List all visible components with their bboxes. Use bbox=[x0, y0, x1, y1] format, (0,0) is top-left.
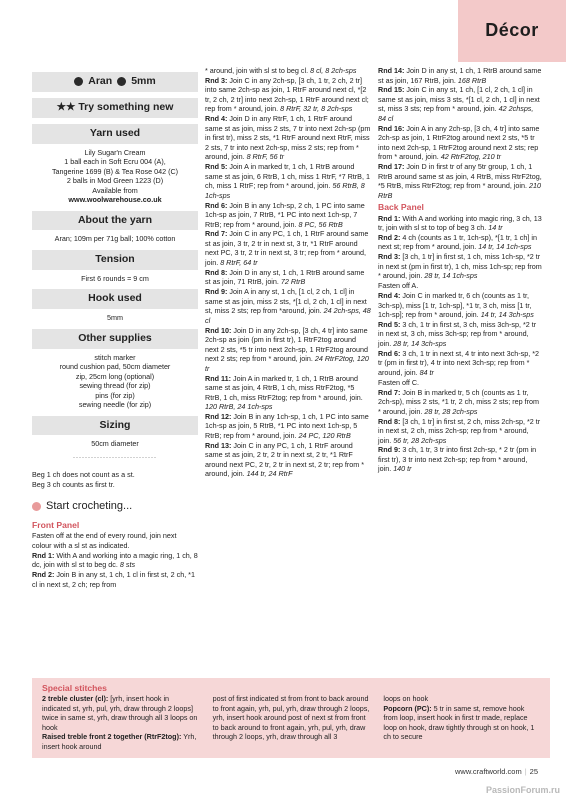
round-label: Rnd 3: bbox=[378, 252, 401, 262]
yarn-used-text bbox=[32, 148, 198, 205]
note-line: Beg 1 ch does not count as a st. bbox=[32, 470, 135, 480]
round-label: Rnd 16: bbox=[378, 123, 405, 133]
round-label: Rnd 15: bbox=[378, 85, 405, 95]
pattern-round bbox=[205, 441, 371, 479]
yarn-ball-icon bbox=[74, 77, 83, 86]
stitch-description: Yrh, insert hook around bbox=[42, 732, 197, 751]
hook-used-title: Hook used bbox=[32, 289, 198, 309]
round-label: Rnd 12: bbox=[205, 411, 232, 421]
start-crocheting-heading bbox=[32, 499, 198, 514]
special-stitch-entry bbox=[42, 732, 199, 751]
round-text: Join B in any 1ch-sp, 2 ch, 1 PC into same 1ch-sp as join, 7 RtrB, *1 PC into next 1ch-sp, 7 RtrB; rep from * around, join. bbox=[205, 200, 365, 229]
watermark: PassionForum.ru bbox=[485, 785, 560, 796]
special-col-2: post of first indicated st from front to back around to front again, yrh, pul, yrh, draw through 2 loops, yrh, insert hook around post of next st from front to back around to front again, yrh, pul, yrh, draw through 2 loops, yrh, draw through all 3 bbox=[212, 694, 370, 742]
pattern-round bbox=[205, 268, 371, 287]
back-panel-title: Back Panel bbox=[378, 202, 424, 213]
pattern-round bbox=[378, 378, 542, 388]
pattern-round bbox=[378, 291, 542, 320]
round-label: Rnd 7: bbox=[378, 387, 401, 397]
stitch-name: 2 treble cluster (cl): bbox=[42, 694, 109, 704]
special-col-1 bbox=[42, 694, 199, 751]
stitch-count: 8 RtrF, 32 tr, 8 2ch-sps bbox=[280, 104, 353, 114]
pattern-round bbox=[378, 233, 542, 252]
stitch-count: 120 RtrB, 24 1ch-sps bbox=[205, 402, 273, 412]
round-text: [3 ch, 1 tr] in first st, 1 ch, miss 1ch-sp, *2 tr in next st (pm in first tr), 1 ch, miss 1ch-sp; rep from * around, join. bbox=[378, 252, 542, 281]
front-panel-title: Front Panel bbox=[32, 519, 80, 530]
stitch-description: loops on hook bbox=[383, 694, 429, 704]
column-middle bbox=[205, 66, 371, 479]
yarn-line: Tangerine 1699 (B) & Tea Rose 042 (C) bbox=[51, 166, 179, 176]
round-label: Rnd 7: bbox=[205, 229, 228, 239]
round-label: Rnd 14: bbox=[378, 66, 405, 75]
pattern-round bbox=[205, 162, 371, 200]
sizing-title: Sizing bbox=[32, 416, 198, 436]
notes bbox=[32, 470, 198, 489]
stitch-count: 8 RtrF, 64 tr bbox=[220, 257, 258, 267]
front-rounds-list-c bbox=[378, 66, 542, 200]
round-text: Join C in marked tr, 6 ch (counts as 1 tr, 3ch-sp), miss [1 tr, 1ch-sp], *1 tr, 3 ch, miss [1 tr, 1ch-sp]; rep from * around, join. bbox=[378, 291, 532, 320]
round-text: Join C in any PC, 1 ch, 1 RtrF around same st as join, 2 tr, 2 tr in next st, 2 tr, *1 RtrF around next PC, 2 tr, 2 tr in next st, 2 tr; rep from * around, join. bbox=[205, 440, 364, 479]
round-text: Join B in any st, 1 ch, 1 cl in first st, 2 ch, *1 cl in next st, 2 ch; rep from bbox=[32, 570, 195, 589]
other-supplies-title: Other supplies bbox=[32, 329, 198, 349]
yarn-line: Lily Sugar'n Cream bbox=[84, 147, 146, 157]
stitch-count: 56 tr, 28 2ch-sps bbox=[393, 435, 447, 445]
bullet-dot-icon bbox=[32, 502, 41, 511]
round-text: Join D in any st, 1 ch, 1 RtrB around same st as join, 167 RtrB, join. bbox=[378, 66, 542, 85]
front-rounds-list-a bbox=[32, 551, 198, 589]
stitch-count: 56 RtrB, 8 1ch-sps bbox=[205, 181, 365, 200]
round-text: With A and working into a magic ring, 1 ch, 8 dc, join with sl st to beg dc. bbox=[32, 550, 198, 570]
round-label: Rnd 9: bbox=[205, 287, 228, 297]
pattern-round bbox=[205, 114, 371, 162]
round-text: * around, join with sl st to beg cl. bbox=[205, 66, 309, 75]
stars-icon: ★★ bbox=[56, 100, 76, 113]
round-text: Join D in first tr of any 5tr group, 1 ch, 1 RtrB around same st as join, 4 RtrB, miss RtrF2tog, *5 RtrB, miss RtrF2tog; rep from * around, join. bbox=[378, 162, 542, 191]
yarn-line: Available from bbox=[92, 185, 138, 195]
stitch-count: 42 2chsps, 84 cl bbox=[378, 104, 534, 123]
round-label: Rnd 5: bbox=[205, 162, 228, 172]
column-left bbox=[32, 66, 198, 589]
round-label: Rnd 3: bbox=[205, 75, 228, 85]
yarn-url: www.woolwarehouse.co.uk bbox=[68, 195, 162, 205]
stitch-count: 24 RtrF2tog, 120 tr bbox=[205, 354, 369, 373]
pattern-round bbox=[32, 551, 198, 570]
stitch-count: 8 RtrF, 56 tr bbox=[246, 152, 284, 162]
round-label: Rnd 1: bbox=[378, 213, 401, 223]
round-text: Join B in marked tr, 5 ch (counts as 1 tr, 2ch-sp), miss 2 sts, *1 tr, 2 ch, miss 2 sts; rep from * around, join. bbox=[378, 387, 539, 416]
front-intro: Fasten off at the end of every round, join next colour with a sl st as indicated. bbox=[32, 531, 177, 550]
stitch-description: [yrh, insert hook in indicated st, yrh, pul, yrh, draw through 2 loops] twice in same st, yrh, draw through all 3 loops on hook bbox=[42, 694, 198, 732]
pattern-round bbox=[378, 162, 542, 200]
pattern-round bbox=[205, 412, 371, 441]
stitch-count: 84 tr bbox=[419, 367, 434, 377]
hook-size: 5mm bbox=[131, 75, 156, 87]
section-header-tab bbox=[458, 0, 566, 62]
yarn-line: 1 ball each in Soft Ecru 004 (A), bbox=[64, 157, 166, 167]
round-label: Rnd 8: bbox=[378, 416, 401, 426]
pattern-round bbox=[205, 66, 371, 76]
pattern-round bbox=[32, 570, 198, 589]
page-number: 25 bbox=[529, 767, 538, 776]
supply-item: zip, 25cm long (optional) bbox=[75, 371, 155, 381]
pattern-round bbox=[378, 388, 542, 417]
stitch-count: 210 RtrB bbox=[378, 181, 541, 200]
round-label: Rnd 4: bbox=[378, 291, 401, 301]
round-text: 4 ch (counts as 1 tr, 1ch-sp), *[1 tr, 1 ch] in next st; rep from * around, join. bbox=[378, 232, 537, 252]
round-text: Join C in any 2ch-sp, [3 ch, 1 tr, 2 ch, 2 tr] into same 2ch-sp as join, 1 RtrF around next cl, *[2 tr, 2 ch, 2 tr] into next 2ch-sp, 1 RtrF around next cl; rep from * around, join. bbox=[205, 75, 369, 114]
round-text: Join C in any PC, 1 ch, 1 RtrF around same st as join, 3 tr, 2 tr in next st, 3 tr, *1 RtrF around next PC, 3 tr, 2 tr in next st, 3 tr; rep from * around, join. bbox=[205, 229, 369, 267]
sizing-text: 50cm diameter bbox=[91, 439, 139, 449]
round-label: Rnd 2: bbox=[378, 232, 401, 242]
round-label: Rnd 6: bbox=[205, 200, 228, 210]
round-text: 3 ch, 1 tr in next st, 4 tr into next 3ch-sp, *2 tr (pm in first tr), 4 tr into next 3ch-sp; rep from * around, join. bbox=[378, 348, 539, 377]
pattern-round bbox=[378, 85, 542, 123]
special-stitch-entry bbox=[383, 694, 540, 704]
try-something-new-pill bbox=[32, 98, 198, 118]
stitch-name: Raised treble front 2 together (RtrF2tog): bbox=[42, 732, 182, 742]
stitch-count: 42 RtrF2tog, 210 tr bbox=[440, 152, 502, 162]
dotted-divider: ............................ bbox=[73, 450, 157, 460]
pattern-round bbox=[378, 252, 542, 281]
stitch-count: 24 PC, 120 RtrB bbox=[298, 430, 351, 440]
stitch-name: Popcorn (PC): bbox=[383, 703, 432, 713]
yarn-weight: Aran bbox=[88, 75, 113, 87]
yarn-used-title: Yarn used bbox=[32, 124, 198, 144]
pattern-round bbox=[378, 66, 542, 85]
round-text: With A and working into magic ring, 3 ch, 13 tr, join with sl st to top of beg 3 ch. bbox=[378, 213, 542, 233]
front-rounds-list-b bbox=[205, 66, 371, 479]
stitch-count: 28 tr, 14 3ch-sps bbox=[393, 338, 447, 348]
stitch-count: 28 tr, 28 2ch-sps bbox=[424, 406, 478, 416]
stitch-description: 5 tr in same st, remove hook from loop, insert hook in first tr made, replace loop on hook, draw tightly through st on hook, 1 ch to secure bbox=[383, 703, 535, 742]
pattern-round bbox=[378, 417, 542, 446]
about-yarn-title: About the yarn bbox=[32, 211, 198, 231]
page-footer bbox=[455, 767, 538, 777]
pattern-round bbox=[205, 229, 371, 267]
round-label: Rnd 5: bbox=[378, 319, 401, 329]
round-text: 3 ch, 1 tr in first st, 3 ch, miss 3ch-sp, *2 tr in next st, 3 ch, miss 3ch-sp; rep from * around, join. bbox=[378, 319, 537, 348]
stitch-count: 8 sts bbox=[119, 560, 136, 570]
round-text: Join B in any 1ch-sp, 1 ch, 1 PC into same 1ch-sp as join, 5 RtrB, *1 PC into next 1ch-sp, 5 RtrB; rep from * around, join. bbox=[205, 411, 369, 440]
stitch-count: 168 RtrB bbox=[457, 75, 487, 85]
yarn-line: 2 balls in Mod Green 1223 (D) bbox=[66, 176, 164, 186]
round-label: Rnd 13: bbox=[205, 440, 232, 450]
about-yarn-text: Aran; 109m per 71g ball; 100% cotton bbox=[54, 234, 176, 244]
round-text: Join A in marked tr, 1 ch, 1 RtrB around same st as join, 6 RtrB, 1 ch, miss 1 RtrF, *7 RtrB, 1 ch, miss 1 RtrF; rep from * around, join. bbox=[205, 162, 370, 191]
stitch-count: 72 RtrB bbox=[280, 277, 306, 287]
special-col-3 bbox=[383, 694, 540, 751]
round-label: Rnd 4: bbox=[205, 114, 228, 124]
round-text: Join A in any st, 1 ch, [1 cl, 2 ch, 1 cl] in same st as join, miss 2 sts, *[1 cl, 2 ch, 1 cl] in next st, miss 2 sts; rep from *around, join. bbox=[205, 287, 367, 316]
try-label: Try something new bbox=[78, 100, 174, 113]
special-stitch-entry bbox=[383, 704, 540, 742]
round-label: Rnd 1: bbox=[32, 550, 55, 560]
hook-icon bbox=[117, 77, 126, 86]
pattern-round bbox=[378, 214, 542, 233]
supply-item: stitch marker bbox=[94, 352, 136, 362]
round-label: Rnd 17: bbox=[378, 162, 405, 172]
pattern-round bbox=[378, 445, 542, 474]
tension-text: First 6 rounds = 9 cm bbox=[81, 273, 149, 283]
tension-title: Tension bbox=[32, 250, 198, 270]
pattern-round bbox=[378, 349, 542, 378]
footer-url: www.craftworld.com bbox=[455, 767, 522, 776]
round-label: Rnd 9: bbox=[378, 445, 401, 455]
round-label: Rnd 2: bbox=[32, 570, 55, 580]
section-title: Décor bbox=[485, 20, 539, 41]
back-rounds-list bbox=[378, 214, 542, 474]
round-text: Fasten off C. bbox=[378, 377, 420, 387]
pattern-round bbox=[378, 124, 542, 162]
round-text: Join D in any 2ch-sp, [3 ch, 4 tr] into same 2ch-sp as join (pm in first tr), 1 RtrF2tog around next 2 sts, *5 tr into next 2ch-sp, 1 RtrF2tog around next 2 sts; rep from * around, join. bbox=[205, 325, 368, 364]
stitch-count: 28 tr, 14 1ch-sps bbox=[424, 271, 478, 281]
hook-used-text: 5mm bbox=[107, 313, 123, 323]
stitch-count: 140 tr bbox=[393, 464, 412, 474]
supply-item: sewing thread (for zip) bbox=[79, 381, 151, 391]
pattern-round bbox=[378, 281, 542, 291]
note-line: Beg 3 ch counts as first tr. bbox=[32, 479, 115, 489]
special-stitch-entry bbox=[42, 694, 199, 732]
round-text: Join A in any 2ch-sp, [3 ch, 4 tr] into same 2ch-sp as join, 1 RtrF2tog around next 2 sts, *5 tr into next 2ch-sp, 1 RtrF2tog around next 2 sts; rep from * around, join. bbox=[378, 123, 540, 162]
round-text: Join C in any st, 1 ch, [1 cl, 2 ch, 1 cl] in same st as join, miss 3 sts, *[1 cl, 2 ch, 1 cl] in next st, miss 3 sts; rep from * around, join. bbox=[378, 85, 540, 114]
supplies-list bbox=[32, 353, 198, 410]
stitch-count: 14 tr bbox=[488, 223, 503, 233]
stitch-count: 24 2ch-sps, 48 cl bbox=[205, 306, 371, 325]
special-stitches-box bbox=[32, 678, 550, 758]
round-text: 3 ch, 1 tr, 3 tr into first 2ch-sp, * 2 tr (pm in first tr), 3 tr into next 2ch-sp; rep from * around, join. bbox=[378, 445, 537, 474]
round-text: [3 ch, 1 tr] in first st, 2 ch, miss 2ch-sp, *2 tr in next st, 2 ch, miss 2ch-sp; rep from * around, join. bbox=[378, 416, 541, 445]
pattern-round bbox=[205, 76, 371, 114]
yarn-weight-pill bbox=[32, 72, 198, 92]
pattern-round bbox=[205, 201, 371, 230]
footer-separator: | bbox=[524, 767, 527, 776]
round-label: Rnd 10: bbox=[205, 325, 232, 335]
supply-item: pins (for zip) bbox=[95, 390, 135, 400]
round-text: Fasten off A. bbox=[378, 281, 419, 291]
pattern-round bbox=[205, 326, 371, 374]
stitch-count: 8 cl, 8 2ch-sps bbox=[310, 66, 357, 75]
pattern-round bbox=[378, 320, 542, 349]
start-title: Start crocheting... bbox=[46, 500, 133, 513]
round-text: Join D in any st, 1 ch, 1 RtrB around same st as join, 71 RtrB, join. bbox=[205, 267, 365, 287]
round-label: Rnd 6: bbox=[378, 348, 401, 358]
stitch-count: 14 tr, 14 1ch-sps bbox=[478, 242, 532, 252]
round-text: Join A in marked tr, 1 ch, 1 RtrB around same st as join, 4 RtrB, 1 ch, miss RtrF2tog, *5 RtrB, 1 ch, miss RtrF2tog; rep from * around, join. bbox=[205, 373, 363, 402]
pattern-round bbox=[205, 287, 371, 325]
stitch-count: 14 tr, 14 3ch-sps bbox=[480, 310, 534, 320]
supply-item: sewing needle (for zip) bbox=[78, 400, 152, 410]
column-right bbox=[378, 66, 542, 474]
pattern-round bbox=[205, 374, 371, 412]
special-stitches-title: Special stitches bbox=[42, 683, 107, 693]
round-label: Rnd 8: bbox=[205, 267, 228, 277]
round-text: Join D in any RtrF, 1 ch, 1 RtrF around same st as join, miss 2 sts, 7 tr into next 2ch-sp (pm in first tr), miss 2 sts, *1 RtrF around next RtrF, miss 2 sts, 7 tr into next 2ch-sp, miss 2 sts; rep from * around, join. bbox=[205, 114, 371, 162]
stitch-count: 144 tr, 24 RtrF bbox=[246, 469, 293, 479]
round-label: Rnd 11: bbox=[205, 373, 231, 383]
supply-item: round cushion pad, 50cm diameter bbox=[59, 362, 171, 372]
stitch-count: 8 PC, 56 RtrB bbox=[298, 219, 343, 229]
